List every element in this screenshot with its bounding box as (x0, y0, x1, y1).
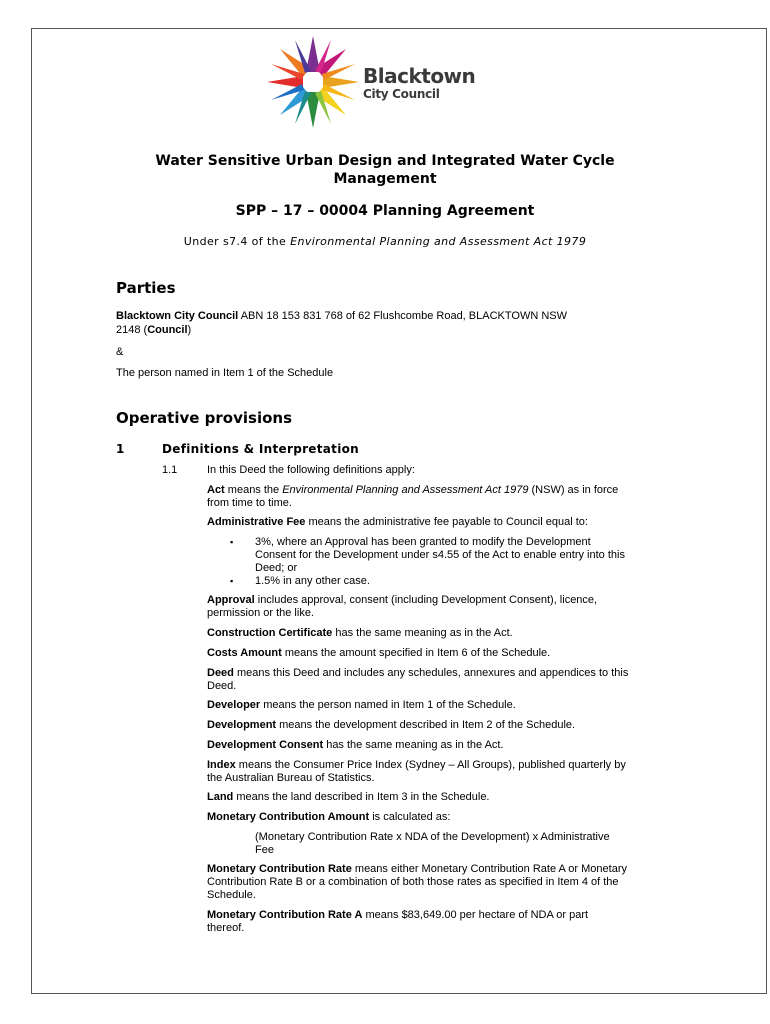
logo-name: Blacktown (363, 64, 476, 88)
bullet-marker: ▪ (230, 537, 234, 547)
def-deed-line1: Deed means this Deed and includes any schedules, annexures and appendices to this (207, 667, 629, 679)
def-index-line1: Index means the Consumer Price Index (Sydney – All Groups), published quarterly by (207, 759, 626, 771)
document-title-line2: Management (333, 171, 437, 187)
def-approval-line2: permission or the like. (207, 607, 314, 619)
document-title-line1: Water Sensitive Urban Design and Integrated Water Cycle (155, 153, 615, 169)
def-monetary-contribution-amount: Monetary Contribution Amount is calculated as: (207, 811, 451, 823)
def-costs-amount: Costs Amount means the amount specified in Item 6 of the Schedule. (207, 647, 551, 659)
def-mcr-line1: Monetary Contribution Rate means either Monetary Contribution Rate A or Monetary (207, 863, 627, 875)
party-1-line2: 2148 (Council) (116, 324, 192, 336)
clause-number: 1.1 (162, 464, 178, 476)
bullet-marker: ▪ (230, 576, 234, 586)
agreement-title: SPP – 17 – 00004 Planning Agreement (235, 203, 535, 219)
def-admin-fee: Administrative Fee means the administrative fee payable to Council equal to: (207, 516, 588, 528)
operative-heading: Operative provisions (116, 409, 293, 427)
fee-bullet-2: 1.5% in any other case. (255, 575, 370, 587)
mca-formula-line1: (Monetary Contribution Rate x NDA of the Development) x Administrative (255, 831, 610, 843)
logo-subtitle: City Council (363, 87, 440, 101)
party-1-line1: Blacktown City Council ABN 18 153 831 768 of 62 Flushcombe Road, BLACKTOWN NSW (116, 310, 567, 322)
section-title: Definitions & Interpretation (162, 442, 360, 456)
clause-text: In this Deed the following definitions apply: (207, 464, 415, 476)
fee-bullet-1-line3: Deed; or (255, 562, 298, 574)
fee-bullet-1-line1: 3%, where an Approval has been granted to modify the Development (255, 536, 591, 548)
parties-heading: Parties (116, 279, 176, 297)
def-development: Development means the development described in Item 2 of the Schedule. (207, 719, 576, 731)
fee-bullet-1-line2: Consent for the Development under s4.55 of the Act to enable entry into this (255, 549, 625, 561)
def-mcr-a-line1: Monetary Contribution Rate A means $83,649.00 per hectare of NDA or part (207, 909, 589, 921)
def-mcr-line3: Schedule. (207, 889, 256, 901)
def-construction-certificate: Construction Certificate has the same meaning as in the Act. (207, 627, 513, 639)
def-mcr-line2: Contribution Rate B or a combination of both those rates as specified in Item 4 of the (207, 876, 619, 888)
mca-formula-line2: Fee (255, 844, 274, 856)
agreement-subtitle: Under s7.4 of the Environmental Planning and Assessment Act 1979 (183, 235, 587, 248)
section-number: 1 (116, 442, 125, 456)
party-2: The person named in Item 1 of the Schedule (116, 367, 334, 379)
def-developer: Developer means the person named in Item 1 of the Schedule. (207, 699, 516, 711)
def-act-line2: from time to time. (207, 497, 292, 509)
def-deed-line2: Deed. (207, 680, 237, 692)
def-index-line2: the Australian Bureau of Statistics. (207, 772, 375, 784)
ampersand: & (116, 346, 124, 358)
def-development-consent: Development Consent has the same meaning as in the Act. (207, 739, 504, 751)
def-act-line1: Act means the Environmental Planning and Assessment Act 1979 (NSW) as in force (207, 484, 619, 496)
def-land: Land means the land described in Item 3 in the Schedule. (207, 791, 490, 803)
def-approval-line1: Approval includes approval, consent (including Development Consent), licence, (207, 594, 598, 606)
def-mcr-a-line2: thereof. (207, 922, 245, 934)
